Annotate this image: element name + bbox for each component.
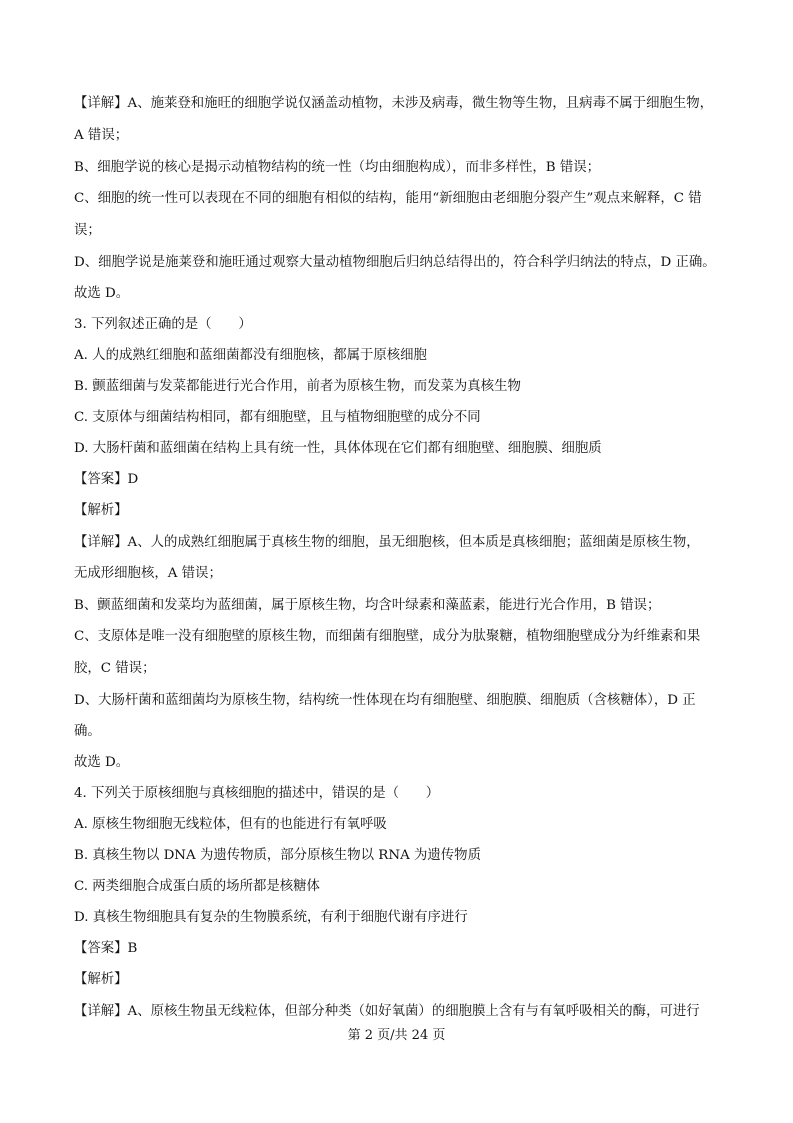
text-line: C、支原体是唯一没有细胞壁的原核生物，而细菌有细胞壁，成分为肽聚糖，植物细胞壁成分为纤维素和果	[74, 629, 701, 644]
text-line: 【详解】A、原核生物虽无线粒体，但部分种类（如好氧菌）的细胞膜上含有与有氧呼吸相关的酶，可进行	[74, 1004, 700, 1019]
text-line: 【详解】A、人的成熟红细胞属于真核生物的细胞，虽无细胞核，但本质是真核细胞；蓝细菌是原核生物，	[74, 535, 700, 550]
question-option: D. 真核生物细胞具有复杂的生物膜系统，有利于细胞代谢有序进行	[74, 910, 468, 925]
text-line: 无成形细胞核，A 错误；	[74, 566, 222, 581]
text-line: C、细胞的统一性可以表现在不同的细胞有相似的结构，能用“新细胞由老细胞分裂产生”观点来解释，C 错	[74, 191, 702, 206]
question-title: 3. 下列叙述正确的是（ ）	[74, 317, 252, 332]
text-line: 误；	[74, 223, 101, 238]
text-line: 故选 D。	[74, 755, 130, 770]
text-line: D、细胞学说是施莱登和施旺通过观察大量动植物细胞后归纳总结得出的，符合科学归纳法的特点，D 正确。	[74, 255, 716, 270]
text-line: D、大肠杆菌和蓝细菌均为原核生物，结构统一性体现在均有细胞壁、细胞膜、细胞质（含核糖体），D 正	[74, 693, 696, 708]
text-line: B、颤蓝细菌和发菜均为蓝细菌，属于原核生物，均含叶绿素和藻蓝素，能进行光合作用，B 错误；	[74, 598, 661, 613]
question-option: A. 人的成熟红细胞和蓝细菌都没有细胞核，都属于原核细胞	[74, 348, 427, 363]
analysis-label: 【解析】	[74, 503, 128, 518]
question-option: D. 大肠杆菌和蓝细菌在结构上具有统一性，具体体现在它们都有细胞壁、细胞膜、细胞质	[74, 441, 602, 456]
question-option: A. 原核生物细胞无线粒体，但有的也能进行有氧呼吸	[74, 817, 387, 832]
question-option: C. 支原体与细菌结构相同，都有细胞壁，且与植物细胞壁的成分不同	[74, 410, 481, 425]
text-line: 故选 D。	[74, 286, 130, 301]
question-option: C. 两类细胞合成蛋白质的场所都是核糖体	[74, 879, 320, 894]
answer-label: 【答案】B	[74, 941, 138, 956]
question-title: 4. 下列关于原核细胞与真核细胞的描述中，错误的是（ ）	[74, 786, 440, 801]
text-line: 确。	[74, 724, 101, 739]
page-number: 第 2 页/共 24 页	[347, 1028, 446, 1043]
question-option: B. 真核生物以 DNA 为遗传物质，部分原核生物以 RNA 为遗传物质	[74, 848, 481, 863]
text-line: A 错误；	[74, 128, 129, 143]
text-line: 【详解】A、施莱登和施旺的细胞学说仅涵盖动植物，未涉及病毒，微生物等生物，且病毒不属于细胞生物，	[74, 96, 714, 111]
text-line: 胶，C 错误；	[74, 661, 156, 676]
analysis-label: 【解析】	[74, 972, 128, 987]
answer-label: 【答案】D	[74, 472, 139, 487]
text-line: B、细胞学说的核心是揭示动植物结构的统一性（均由细胞构成），而非多样性，B 错误；	[74, 160, 601, 175]
question-option: B. 颤蓝细菌与发菜都能进行光合作用，前者为原核生物，而发菜为真核生物	[74, 379, 521, 394]
